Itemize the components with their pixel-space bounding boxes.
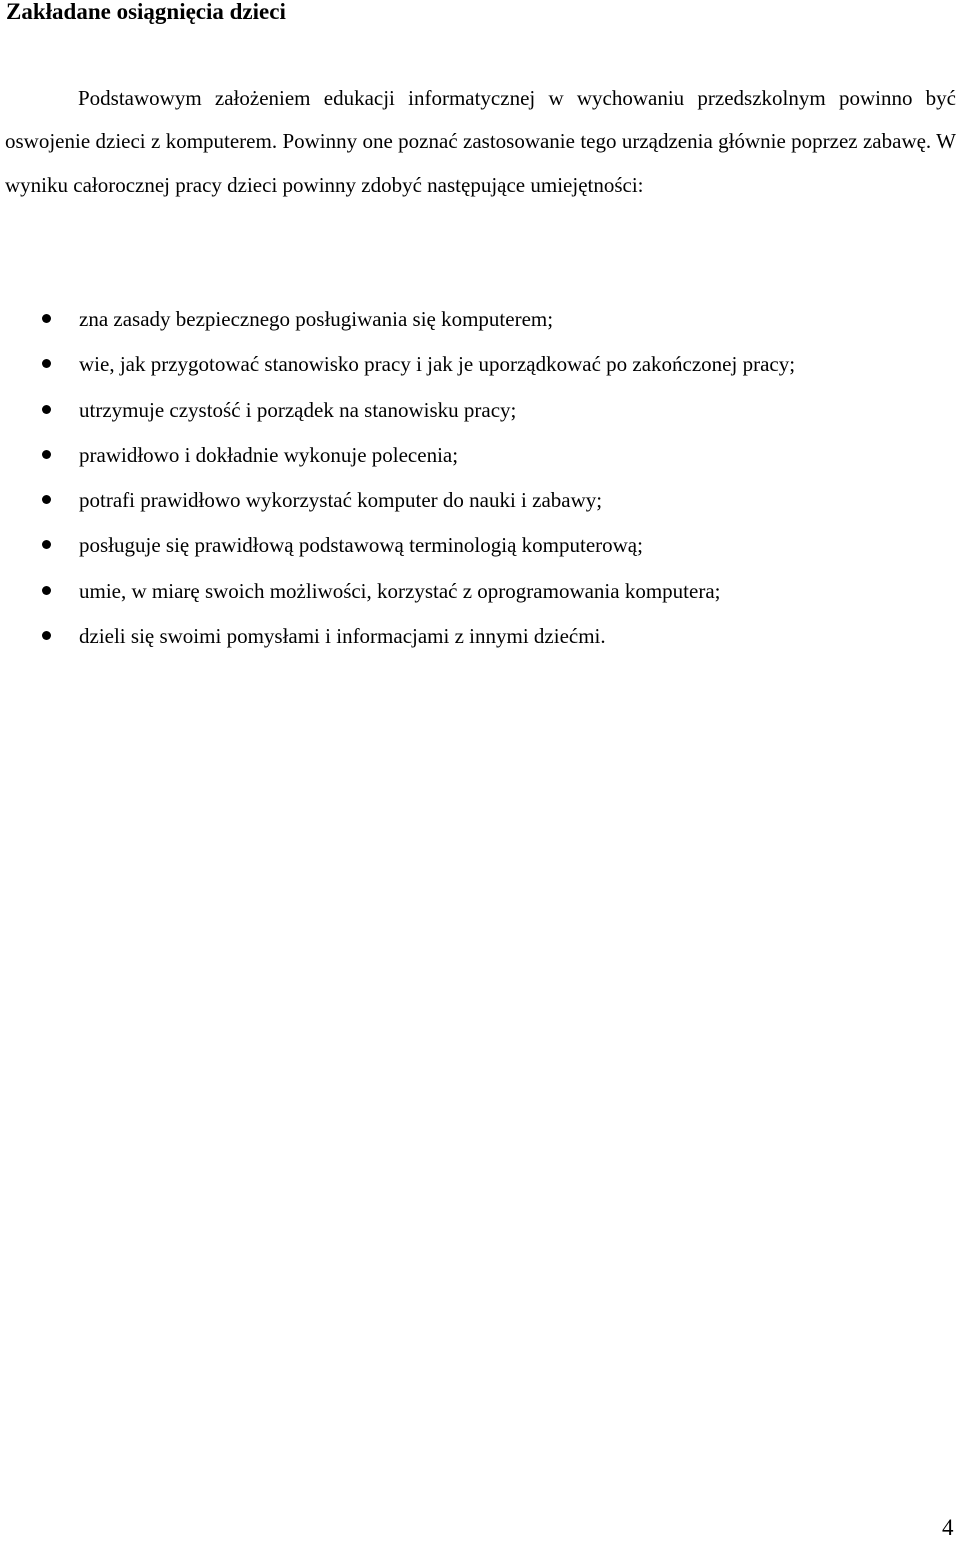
bullet-icon xyxy=(42,450,51,459)
list-item xyxy=(0,390,960,435)
list-item-text: zna zasady bezpiecznego posługiwania się komputerem; xyxy=(79,307,554,331)
bullet-icon xyxy=(42,586,51,595)
bullet-icon xyxy=(42,405,51,414)
list-item xyxy=(0,480,960,525)
list-item xyxy=(0,299,960,344)
list-item-text: umie, w miarę swoich możliwości, korzystać z oprogramowania komputera; xyxy=(79,578,721,603)
list-item-text: prawidłowo i dokładnie wykonuje polecenia; xyxy=(79,442,459,467)
list-item xyxy=(0,435,960,480)
bullet-icon xyxy=(42,631,51,640)
bullet-icon xyxy=(42,540,51,549)
bullet-icon xyxy=(42,495,51,504)
list-item-text: wie, jak przygotować stanowisko pracy i jak je uporządkować po zakończonej pracy; xyxy=(79,352,796,377)
list-item-text: utrzymuje czystość i porządek na stanowisku pracy; xyxy=(79,397,517,422)
bullet-icon xyxy=(42,314,51,323)
page-number: 4 xyxy=(942,1515,954,1540)
page-title: Zakładane osiągnięcia dzieci xyxy=(6,0,286,24)
list-item-text: posługuje się prawidłową podstawową terminologią komputerową; xyxy=(79,533,643,558)
list-item xyxy=(0,344,960,389)
list-item xyxy=(0,616,960,661)
list-item xyxy=(0,525,960,570)
skills-list xyxy=(0,299,960,661)
list-item-text: potrafi prawidłowo wykorzystać komputer do nauki i zabawy; xyxy=(79,488,603,513)
bullet-icon xyxy=(42,359,51,368)
intro-paragraph: Podstawowym założeniem edukacji informatycznej w wychowaniu przedszkolnym powinno być oswojenie dzieci z komputerem. Powinny one poznać zastosowanie tego urządzenia głównie poprzez zabawę. W wyniku całorocznej pracy dzieci powinny zdobyć następujące umiejętności: xyxy=(5,86,956,197)
list-item-text: dzieli się swoimi pomysłami i informacjami z innymi dziećmi. xyxy=(79,624,606,649)
list-item xyxy=(0,571,960,616)
